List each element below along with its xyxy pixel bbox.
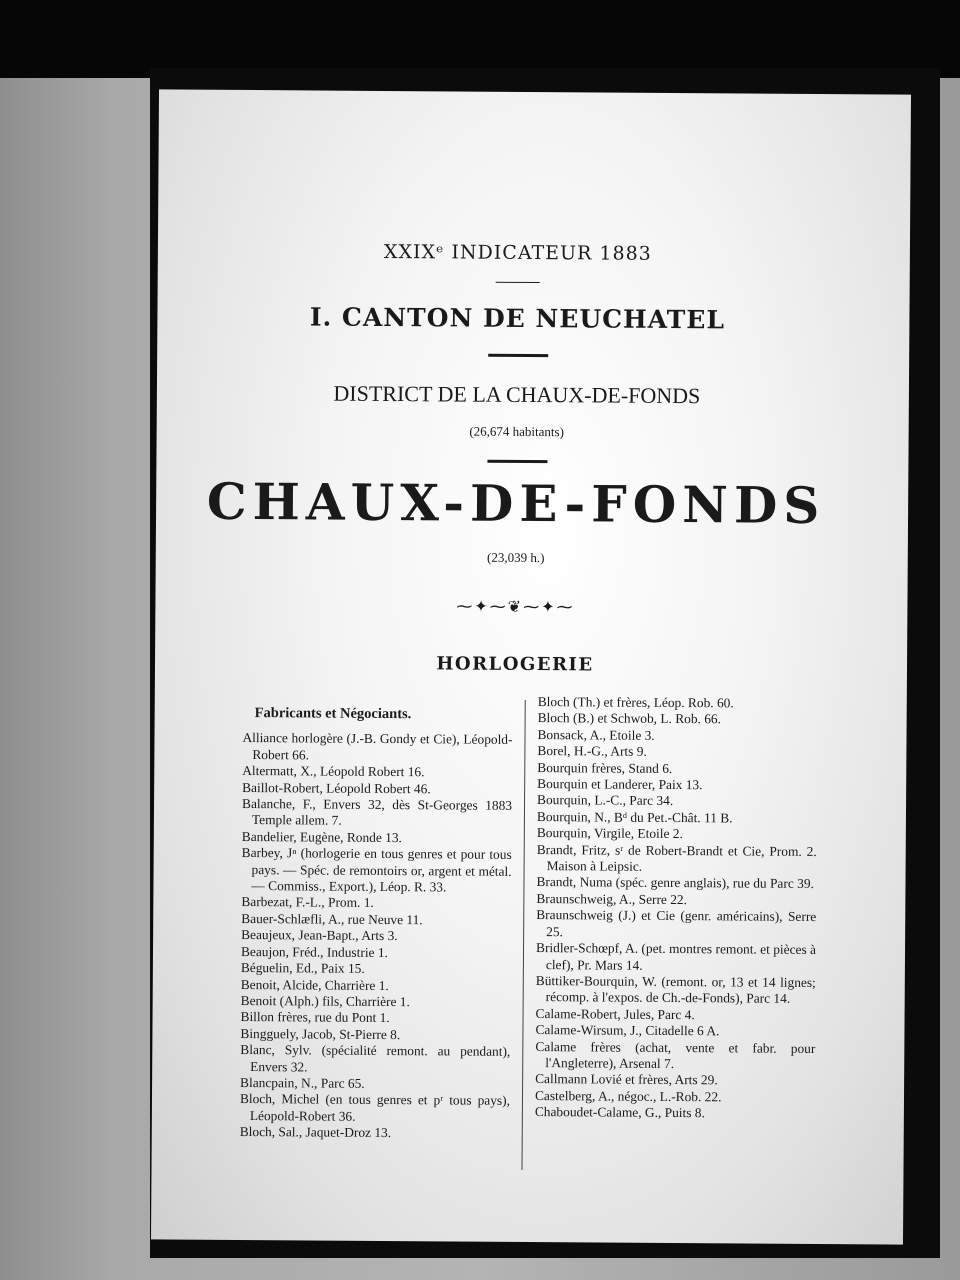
list-item: Alliance horlogère (J.-B. Gondy et Cie), Léopold-Robert 66.: [242, 730, 513, 763]
list-item: Braunschweig (J.) et Cie (genr. américains), Serre 25.: [536, 907, 817, 939]
list-item: Barbey, Jⁿ (horlogerie en tous genres et pour tous pays. — Spéc. de remontoirs or, argent et métal. — Commiss., Export.), Léop. R. 33.: [241, 845, 512, 895]
directory-page: [151, 89, 911, 1244]
list-item: Bauer-Schlæfli, A., rue Neuve 11.: [241, 910, 423, 928]
volume-line: XXIXᵉ INDICATEUR 1883: [383, 240, 652, 265]
city-population: (23,039 h.): [486, 549, 545, 566]
list-item: Benoit (Alph.) fils, Charrière 1.: [240, 992, 410, 1010]
section-subtitle: Fabricants et Négociants.: [254, 705, 412, 723]
list-item: Calame-Robert, Jules, Parc 4.: [535, 1005, 695, 1022]
divider-rule: [488, 354, 548, 357]
list-item: Bloch (Th.) et frères, Léop. Rob. 60.: [537, 694, 734, 711]
list-item: Bloch (B.) et Schwob, L. Rob. 66.: [537, 710, 722, 727]
list-item: Calame frères (achat, vente et fabr. pour l'Angleterre), Arsenal 7.: [535, 1038, 816, 1071]
list-item: Bloch, Michel (en tous genres et pʳ tous pays), Léopold-Robert 36.: [239, 1091, 511, 1124]
list-item: Bourquin, Virgile, Etoile 2.: [536, 825, 683, 842]
list-item: Baillot-Robert, Léopold Robert 46.: [242, 779, 431, 796]
right-column: [535, 694, 818, 1123]
list-item: Calame-Wirsum, J., Citadelle 6 A.: [535, 1022, 720, 1039]
list-item: Bourquin frères, Stand 6.: [537, 759, 673, 776]
list-item: Brandt, Fritz, sʳ de Robert-Brandt et Cie, Prom. 2. Maison à Leipsic.: [536, 841, 817, 874]
list-item: Brandt, Numa (spéc. genre anglais), rue du Parc 39.: [536, 874, 814, 892]
left-column: [240, 705, 513, 1142]
list-item: Bingguely, Jacob, St-Pierre 8.: [240, 1025, 401, 1042]
district-population: (26,674 habitants): [469, 423, 564, 440]
list-item: Büttiker-Bourquin, W. (remont. or, 13 et 14 lignes; récomp. à l'expos. de Ch.-de-Fonds), Parc 14.: [535, 972, 816, 1007]
list-item: Bridler-Schœpf, A. (pet. montres remont. et pièces à clef), Pr. Mars 14.: [535, 940, 817, 973]
list-item: Blancpain, N., Parc 65.: [240, 1074, 365, 1091]
list-item: Béguelin, Ed., Paix 15.: [240, 960, 365, 976]
list-item: Balanche, F., Envers 32, dès St-Georges 1883 Temple allem. 7.: [241, 796, 513, 829]
list-item: Braunschweig, A., Serre 22.: [536, 890, 688, 907]
district-title: DISTRICT DE LA CHAUX-DE-FONDS: [333, 380, 701, 409]
list-item: Beaujeux, Jean-Bapt., Arts 3.: [241, 927, 398, 944]
column-divider: [521, 700, 525, 1170]
list-item: Callmann Lovié et frères, Arts 29.: [535, 1071, 718, 1088]
city-title: CHAUX-DE-FONDS: [206, 471, 826, 536]
list-item: Bourquin, N., Bᵈ du Pet.-Chât. 11 B.: [536, 808, 733, 826]
divider-rule: [487, 460, 547, 463]
ornament-divider: ⁓✦⁓❦⁓✦⁓: [456, 596, 575, 617]
section-title: HORLOGERIE: [436, 653, 594, 676]
list-item: Barbezat, F.-L., Prom. 1.: [241, 894, 374, 911]
list-item: Benoit, Alcide, Charrière 1.: [240, 976, 389, 993]
canton-title: I. CANTON DE NEUCHATEL: [309, 302, 726, 335]
list-item: Blanc, Sylv. (spécialité remont. au pendant), Envers 32.: [240, 1042, 511, 1074]
divider-rule: [496, 282, 540, 283]
list-item: Bandelier, Eugène, Ronde 13.: [241, 828, 402, 845]
list-item: Bourquin, L.-C., Parc 34.: [537, 792, 674, 809]
list-item: Bourquin et Landerer, Paix 13.: [537, 776, 703, 793]
list-item: Billon frères, rue du Pont 1.: [240, 1009, 390, 1026]
list-item: Bloch, Sal., Jaquet-Droz 13.: [239, 1124, 392, 1141]
list-item: Altermatt, X., Léopold Robert 16.: [242, 763, 425, 780]
list-item: Chaboudet-Calame, G., Puits 8.: [534, 1104, 705, 1121]
list-item: Borel, H.-G., Arts 9.: [537, 743, 647, 760]
list-item: Beaujon, Fréd., Industrie 1.: [240, 943, 388, 960]
list-item: Bonsack, A., Etoile 3.: [537, 726, 655, 743]
list-item: Castelberg, A., négoc., L.-Rob. 22.: [534, 1087, 722, 1105]
